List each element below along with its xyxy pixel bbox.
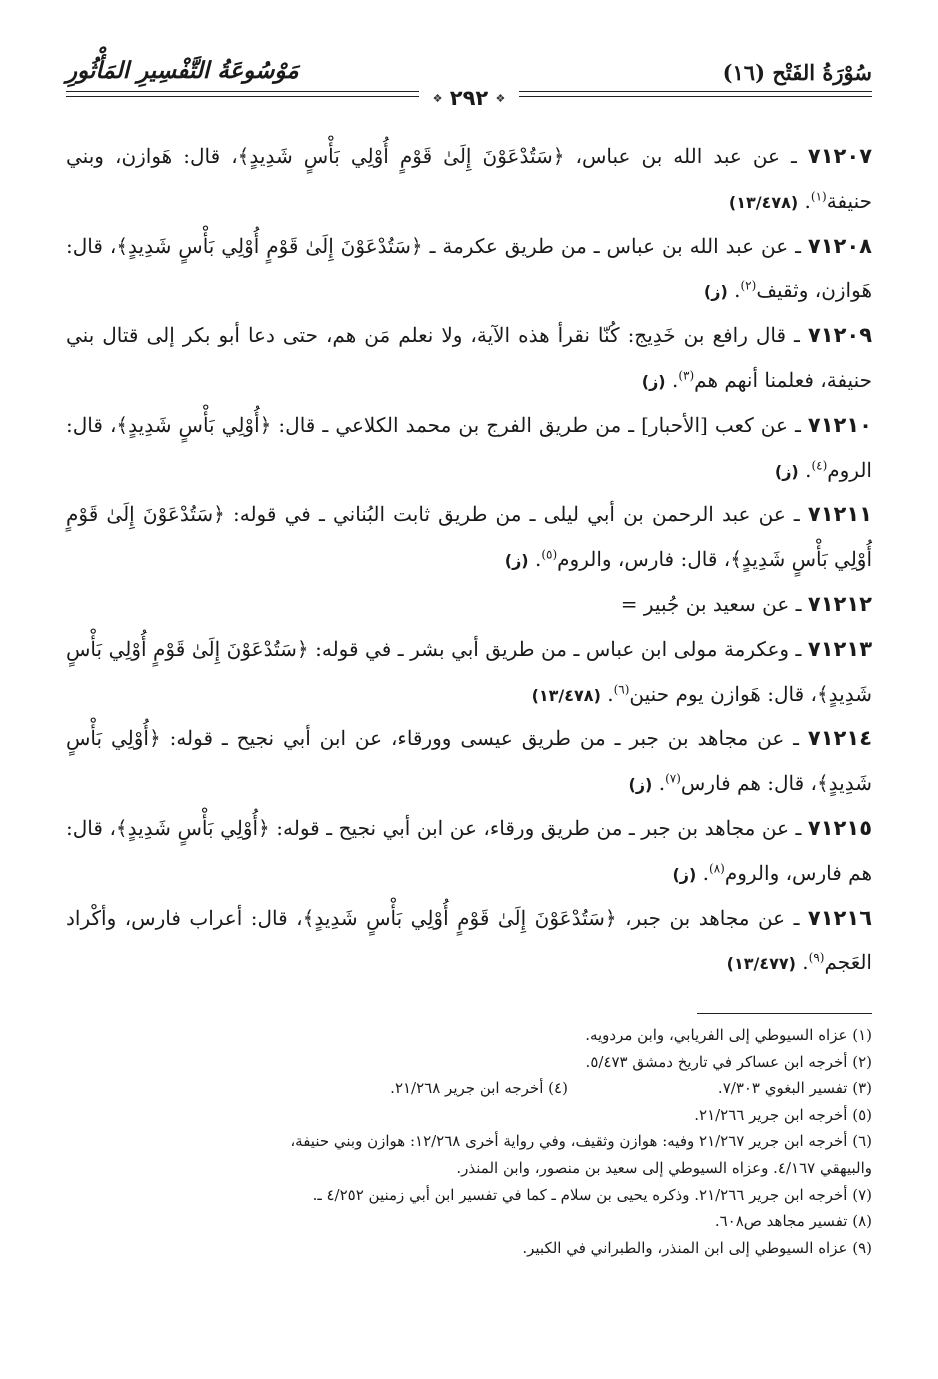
entry-text: ـ عن عبد الرحمن بن أبي ليلى ـ من طريق ثابت البُناني ـ في قوله:	[233, 502, 800, 527]
ornament-icon: ❖	[495, 92, 506, 105]
entry-text: ـ عن عبد الله بن عباس، ﴿سَتُدْعَوْنَ إِلَىٰ قَوْمٍ أُوْلِي بَأْسٍ شَدِيدٍ﴾، قال: هَوازن،	[114, 144, 797, 168]
punctuation: .	[727, 278, 741, 303]
punctuation: .	[665, 367, 679, 392]
footnote: (٤) أخرجه ابن جرير ٢١/٢٦٨.	[390, 1079, 568, 1098]
entry-number: ٧١٢١٠	[807, 412, 872, 437]
entry-text: ـ عن عبد الله بن عباس ـ من طريق عكرمة ـ ﴿سَتُدْعَوْنَ إِلَىٰ قَوْمٍ أُوْلِي بَأْسٍ	[178, 233, 801, 258]
punctuation: .	[795, 950, 809, 975]
footnote-marker[interactable]: (٤)	[811, 457, 828, 472]
punctuation: .	[798, 457, 812, 482]
footnote-row	[66, 1075, 872, 1102]
entry-text: ـ عن كعب [الأحبار] ـ من طريق الفرج بن محمد الكلاعي ـ قال: ﴿أُوْلِي	[221, 412, 801, 437]
footnote: (٥) أخرجه ابن جرير ٢١/٢٦٦.	[694, 1105, 872, 1124]
entry	[66, 492, 872, 582]
volume-reference: (ز)	[504, 551, 529, 571]
entry-text: وبني حنيفة	[66, 144, 872, 213]
entry-text: ـ عن سعيد بن جُبير =	[620, 591, 802, 616]
volume-reference: (ز)	[703, 282, 728, 302]
footnote-marker[interactable]: (٥)	[541, 547, 558, 562]
footnotes	[66, 1022, 872, 1261]
entry-text: شَدِيدٍ﴾، قال: هَوازن، وثقيف	[66, 233, 872, 303]
punctuation: .	[528, 547, 542, 572]
entry-number: ٧١٢١٦	[807, 905, 873, 930]
entry-number: ٧١٢٠٨	[807, 233, 872, 258]
page-number	[419, 85, 519, 111]
entry	[66, 806, 872, 896]
volume-reference: (ز)	[672, 864, 697, 884]
ornament-icon: ❖	[432, 92, 443, 105]
entry	[66, 134, 872, 224]
footnote-marker[interactable]: (٢)	[740, 278, 757, 293]
footnote-separator	[697, 1013, 872, 1014]
punctuation: .	[652, 771, 666, 796]
footnote-marker[interactable]: (٨)	[709, 861, 725, 876]
entry-text: ـ عن مجاهد بن جبر ـ من طريق ورقاء، عن ابن أبي نجيح ـ قوله: ﴿أُوْلِي	[220, 815, 802, 840]
volume-reference: (١٣/٤٧٧)	[726, 954, 796, 974]
footnote-marker[interactable]: (٩)	[808, 950, 825, 965]
volume-reference: (ز)	[774, 461, 799, 481]
volume-reference: (ز)	[628, 775, 653, 795]
footnote-marker[interactable]: (٦)	[613, 681, 630, 696]
entry-text: ـ وعكرمة مولى ابن عباس ـ من طريق أبي بشر ـ في قوله: ﴿سَتُدْعَوْنَ إِلَىٰ	[191, 636, 802, 661]
footnote: (١) عزاه السيوطي إلى الفريابي، وابن مردويه.	[585, 1026, 872, 1044]
running-header-title: مَوْسُوعَةُ التَّفْسِيرِ المَأْثُورِ	[66, 57, 299, 84]
footnote: (٣) تفسير البغوي ٧/٣٠٣.	[717, 1079, 872, 1098]
punctuation: .	[600, 681, 614, 706]
entry-number: ٧١٢١١	[807, 502, 873, 527]
footnote: (٢) أخرجه ابن عساكر في تاريخ دمشق ٥/٤٧٣.	[585, 1052, 872, 1071]
volume-reference: (ز)	[641, 371, 666, 391]
hadith-entries	[66, 134, 872, 985]
entry	[66, 224, 872, 314]
entry-text: فارس، وأكْراد العَجم	[66, 905, 872, 975]
footnote: (٧) أخرجه ابن جرير ٢١/٢٦٦. وذكره يحيى بن سلام ـ كما في تفسير ابن أبي زمنين ٤/٢٥٢ ـ.	[312, 1185, 872, 1204]
entry-number: ٧١٢١٢	[807, 591, 872, 616]
running-header-surah: سُوْرَةُ الفَتْح (١٦)	[722, 60, 872, 85]
entry	[66, 716, 872, 806]
punctuation: .	[696, 860, 710, 885]
entry-number: ٧١٢١٣	[807, 636, 873, 661]
footnote: (٩) عزاه السيوطي إلى ابن المنذر، والطبراني في الكبير.	[522, 1238, 872, 1257]
entry	[66, 627, 872, 717]
entry-text: بَأْسٍ شَدِيدٍ﴾، قال: هم فارس، والروم	[66, 815, 872, 885]
entry-number: ٧١٢١٤	[807, 726, 873, 751]
footnote-marker[interactable]: (٧)	[665, 771, 681, 786]
entry-text: ﴿سَتُدْعَوْنَ إِلَىٰ قَوْمٍ أُوْلِي بَأْسٍ شَدِيدٍ﴾، قال: فارس، والروم	[66, 502, 872, 572]
entry-text: بَأْسٍ شَدِيدٍ﴾، قال: الروم	[66, 412, 872, 482]
punctuation: .	[798, 188, 811, 213]
entry-number: ٧١٢٠٧	[807, 144, 873, 168]
entry-text: قَوْمٍ أُوْلِي بَأْسٍ شَدِيدٍ﴾، قال: هَوازن يوم حنين	[66, 636, 872, 706]
volume-reference: (١٣/٤٧٨)	[531, 685, 601, 705]
volume-reference: (١٣/٤٧٨)	[728, 192, 799, 212]
entry-text: ـ قال رافع بن خَدِيج: كُنّا نقرأ هذه الآية، ولا نعلم مَن هم، حتى دعا أبو	[218, 323, 800, 348]
entry-text: ـ عن مجاهد بن جبر، ﴿سَتُدْعَوْنَ إِلَىٰ قَوْمٍ أُوْلِي بَأْسٍ شَدِيدٍ﴾، قال: أعراب	[189, 905, 800, 930]
entry-number: ٧١٢٠٩	[807, 323, 873, 348]
entry-text: ﴿أُوْلِي بَأْسٍ شَدِيدٍ﴾، قال: هم فارس	[66, 726, 872, 796]
footnote-marker[interactable]: (١)	[810, 189, 827, 204]
footnote-marker[interactable]: (٣)	[678, 368, 695, 383]
entry	[66, 896, 872, 986]
entry	[66, 582, 872, 627]
entry-number: ٧١٢١٥	[807, 815, 873, 840]
entry-text: بكر إلى قتال بني حنيفة، فعلمنا أنهم هم	[66, 323, 872, 392]
footnote-continuation: والبيهقي ٤/١٦٧. وعزاه السيوطي إلى سعيد بن منصور، وابن المنذر.	[456, 1158, 872, 1177]
footnote: (٦) أخرجه ابن جرير ٢١/٢٦٧ وفيه: هوازن وثقيف، وفي رواية أخرى ١٢/٢٦٨: هوازن وبني حنيفة،	[290, 1132, 872, 1151]
entry-text: ـ عن مجاهد بن جبر ـ من طريق عيسى وورقاء، عن ابن أبي نجيح ـ قوله:	[169, 726, 800, 751]
entry	[66, 313, 872, 403]
entry	[66, 403, 872, 493]
page-number-text: ٢٩٢	[449, 86, 489, 110]
footnote: (٨) تفسير مجاهد ص٦٠٨.	[714, 1212, 872, 1231]
